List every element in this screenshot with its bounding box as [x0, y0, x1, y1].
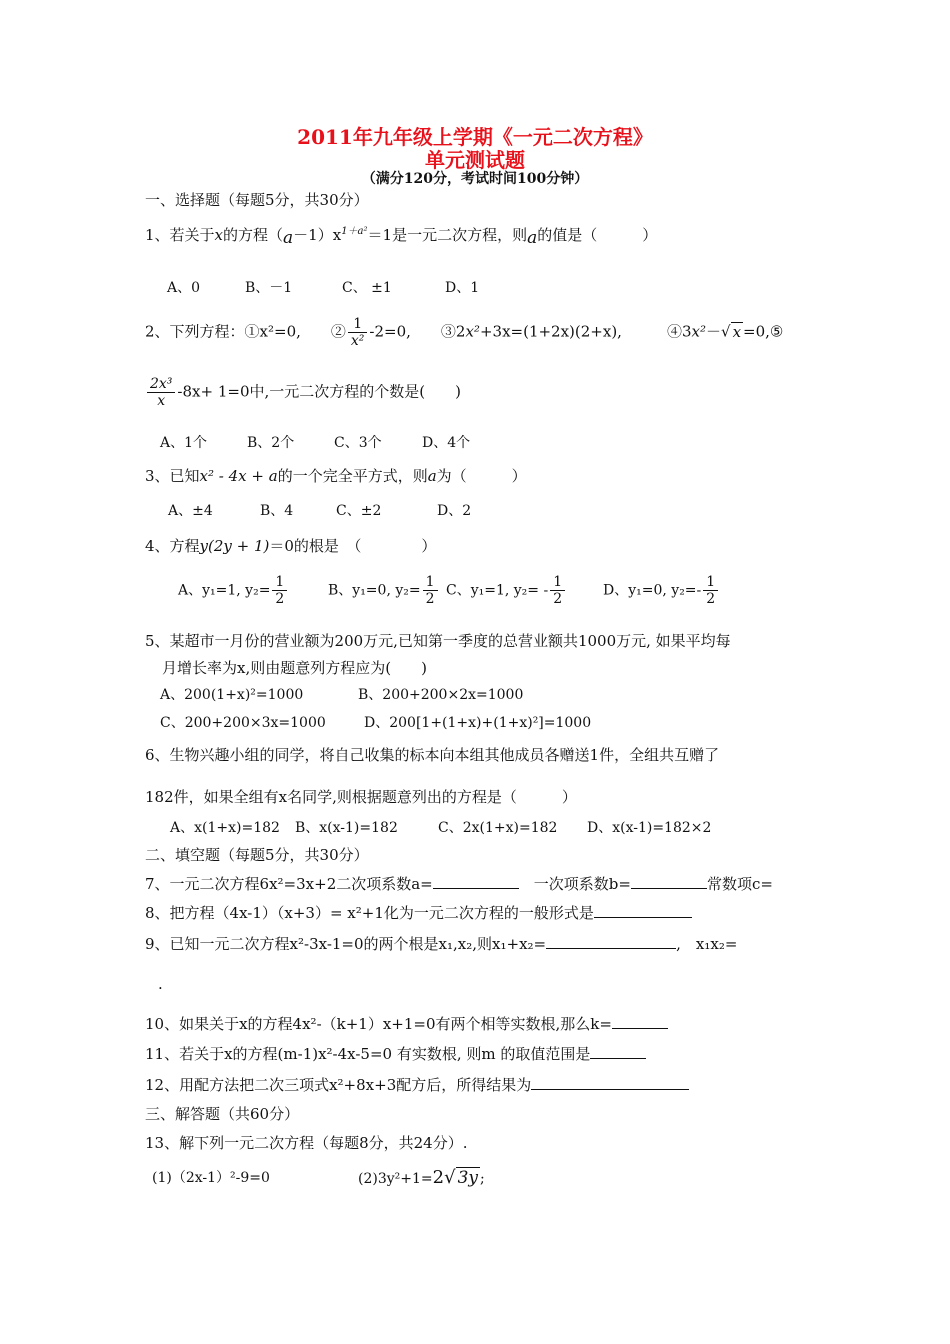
question-1: 1、若关于x的方程$(a-1)x^{1+a^2}=1$是一元二次方程，则a的值是（ ）	[145, 226, 658, 248]
question-9: 9、已知一元二次方程x²-3x-1=0的两个根是x₁,x₂,则x₁+x₂= , x₁x₂=	[145, 932, 737, 954]
exam-title: 2011年九年级上学期《一元二次方程》	[297, 125, 653, 149]
q1-option-c: C、 ±1	[342, 280, 392, 296]
q4-option-c: C、y₁=1, y₂= - $\frac{1}{2}$	[446, 574, 567, 607]
q3-option-c: C、±2	[336, 503, 382, 519]
question-7: 7、一元二次方程6x²=3x+2二次项系数a= 一次项系数b= 常数项c=	[145, 872, 773, 894]
q4-option-a: A、y₁=1, y₂= $\frac{1}{2}$	[178, 574, 289, 607]
question-10: 10、如果关于x的方程4x²-（k+1）x+1=0有两个相等实数根,那么k=	[145, 1012, 668, 1034]
q9-blank-sum[interactable]	[546, 932, 676, 949]
q7-blank-b[interactable]	[631, 872, 707, 889]
question-3: 3、已知x² - 4x + a的一个完全平方式，则a为（ ）	[145, 467, 527, 485]
question-5: 5、某超市一月份的营业额为200万元,已知第一季度的总营业额共1000万元, 如果平均每	[145, 632, 731, 650]
q11-blank[interactable]	[590, 1042, 646, 1059]
q6-option-a: A、x(1+x)=182	[170, 820, 280, 836]
q1-option-b: B、－1	[245, 280, 293, 296]
question-8: 8、把方程（4x-1）（x+3）= x²+1化为一元二次方程的一般形式是	[145, 901, 692, 923]
q2-option-b: B、2个	[247, 435, 295, 451]
q12-blank[interactable]	[531, 1073, 689, 1090]
question-6: 6、生物兴趣小组的同学，将自己收集的标本向本组其他成员各赠送1件，全组共互赠了	[145, 746, 720, 764]
section-1-heading: 一、选择题（每题5分，共30分）	[145, 191, 369, 209]
question-2: 2、下列方程：①x²=0, ② $\frac{1}{\text{x²}}$ -2=0, ③2x²+3x=(1+2x)(2+x), ④3x²－√ x =0,⑤	[145, 316, 784, 349]
section-3-heading: 三、解答题（共60分）	[145, 1105, 300, 1123]
q4-option-d: D、y₁=0, y₂=- $\frac{1}{2}$	[603, 574, 720, 607]
q6-option-c: C、2x(1+x)=182	[438, 820, 558, 836]
q1-option-d: D、1	[445, 280, 480, 296]
exam-title-line2: 单元测试题	[425, 148, 525, 172]
q4-option-b: B、y₁=0, y₂= $\frac{1}{2}$	[328, 574, 440, 607]
q3-option-a: A、±4	[168, 503, 213, 519]
q5-option-d: D、200[1+(1+x)+(1+x)²]=1000	[364, 715, 592, 731]
question-5-continued: 月增长率为x,则由题意列方程应为( )	[162, 659, 427, 677]
q10-blank[interactable]	[612, 1012, 668, 1029]
exam-info: （满分120分，考试时间100分钟）	[361, 171, 589, 187]
q13-part-2: (2)3y²+1=2√ 3y ;	[358, 1167, 485, 1188]
question-11: 11、若关于x的方程(m-1)x²-4x-5=0 有实数根, 则m 的取值范围是	[145, 1042, 646, 1064]
q2-option-c: C、3个	[334, 435, 382, 451]
q6-option-d: D、x(x-1)=182×2	[587, 820, 712, 836]
section-2-heading: 二、填空题（每题5分，共30分）	[145, 846, 369, 864]
q5-option-b: B、200+200×2x=1000	[358, 687, 524, 703]
question-4: 4、方程y(2y + 1)＝0的根是 （ ）	[145, 537, 437, 555]
q3-option-b: B、4	[260, 503, 294, 519]
question-6-continued: 182件，如果全组有x名同学,则根据题意列出的方程是（ ）	[145, 788, 577, 806]
q5-option-c: C、200+200×3x=1000	[160, 715, 326, 731]
q13-part-1: (1)（2x-1）²-9=0	[152, 1170, 270, 1186]
q2-option-a: A、1个	[160, 435, 208, 451]
q9-blank-product[interactable]: .	[158, 975, 163, 993]
question-13: 13、解下列一元二次方程（每题8分，共24分）.	[145, 1134, 468, 1152]
q1-option-a: A、0	[167, 280, 201, 296]
q6-option-b: B、x(x-1)=182	[295, 820, 398, 836]
q7-blank-a[interactable]	[433, 872, 519, 889]
q3-option-d: D、2	[437, 503, 472, 519]
q8-blank[interactable]	[594, 901, 692, 918]
q2-option-d: D、4个	[422, 435, 471, 451]
question-2-continued: $\frac{\text{2x³}}{x}$ -8x+ 1=0中,一元二次方程的个数是( )	[145, 376, 461, 409]
q5-option-a: A、200(1+x)²=1000	[160, 687, 304, 703]
question-12: 12、用配方法把二次三项式x²+8x+3配方后，所得结果为	[145, 1073, 689, 1095]
